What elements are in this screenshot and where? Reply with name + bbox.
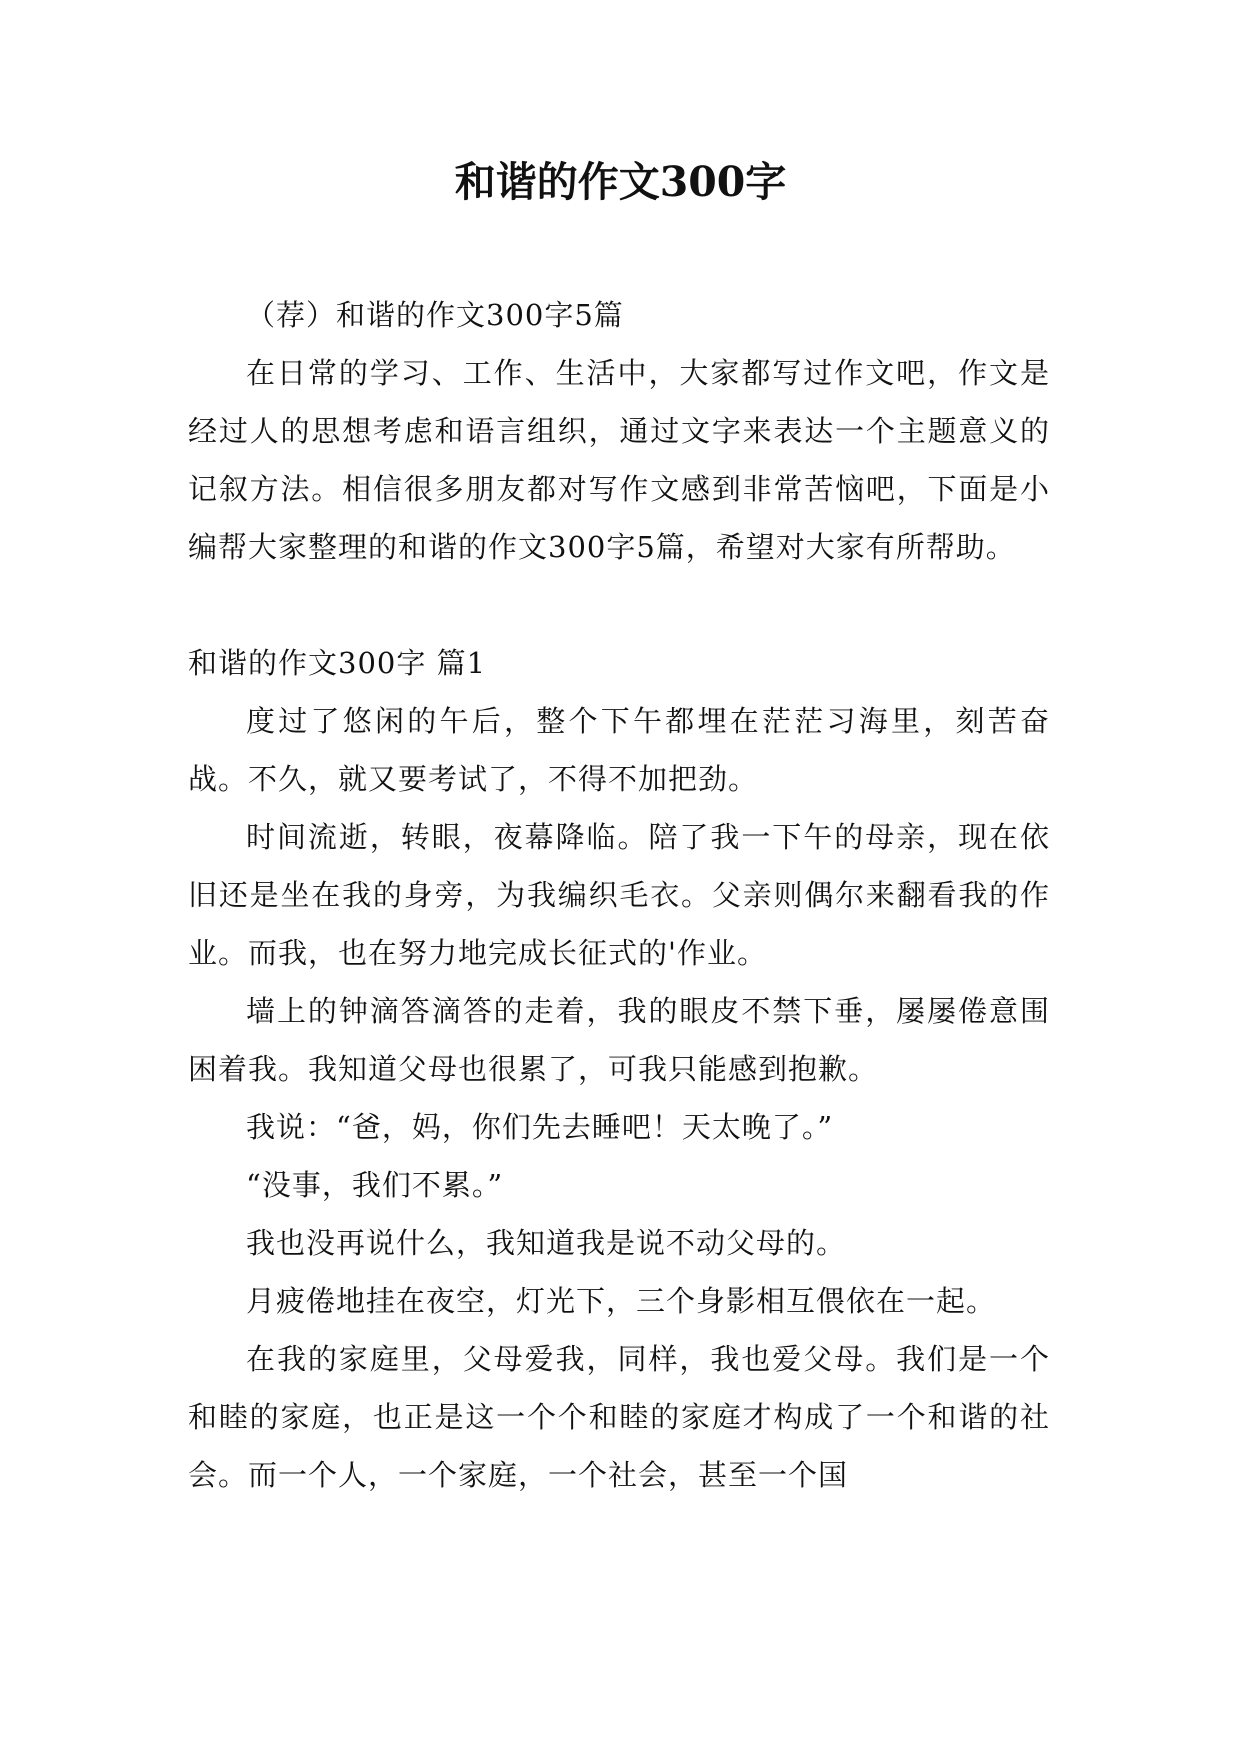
subtitle-paragraph: （荐）和谐的作文300字5篇 — [246, 298, 624, 332]
essay-paragraph: 度过了悠闲的午后，整个下午都埋在茫茫习海里，刻苦奋战。不久，就又要考试了，不得不加把劲。 — [188, 704, 1050, 796]
essay-paragraph: 在我的家庭里，父母爱我，同样，我也爱父母。我们是一个和睦的家庭，也正是这一个个和睦的家庭才构成了一个和谐的社会。而一个人，一个家庭，一个社会，甚至一个国 — [188, 1342, 1050, 1492]
essay-paragraph: 我也没再说什么，我知道我是说不动父母的。 — [246, 1226, 847, 1260]
section-gap — [188, 576, 1050, 634]
essay-paragraph: 墙上的钟滴答滴答的走着，我的眼皮不禁下垂，屡屡倦意围困着我。我知道父母也很累了，可我只能感到抱歉。 — [188, 994, 1050, 1086]
intro-paragraph: 在日常的学习、工作、生活中，大家都写过作文吧，作文是经过人的思想考虑和语言组织，通过文字来表达一个主题意义的记叙方法。相信很多朋友都对写作文感到非常苦恼吧，下面是小编帮大家整理的和谐的作文300字5篇，希望对大家有所帮助。 — [188, 356, 1050, 564]
essay-paragraph: 月疲倦地挂在夜空，灯光下，三个身影相互偎依在一起。 — [246, 1284, 997, 1318]
essay-paragraph: “没事，我们不累。” — [246, 1168, 504, 1202]
document-body — [188, 286, 1050, 1504]
essay-paragraph: 我说：“爸，妈，你们先去睡吧！天太晚了。” — [246, 1110, 834, 1144]
document-title: 和谐的作文300字 — [454, 158, 787, 206]
essay-paragraph: 时间流逝，转眼，夜幕降临。陪了我一下午的母亲，现在依旧还是坐在我的身旁，为我编织毛衣。父亲则偶尔来翻看我的作业。而我，也在努力地完成长征式的'作业。 — [188, 820, 1050, 970]
section-heading: 和谐的作文300字 篇1 — [188, 646, 487, 680]
